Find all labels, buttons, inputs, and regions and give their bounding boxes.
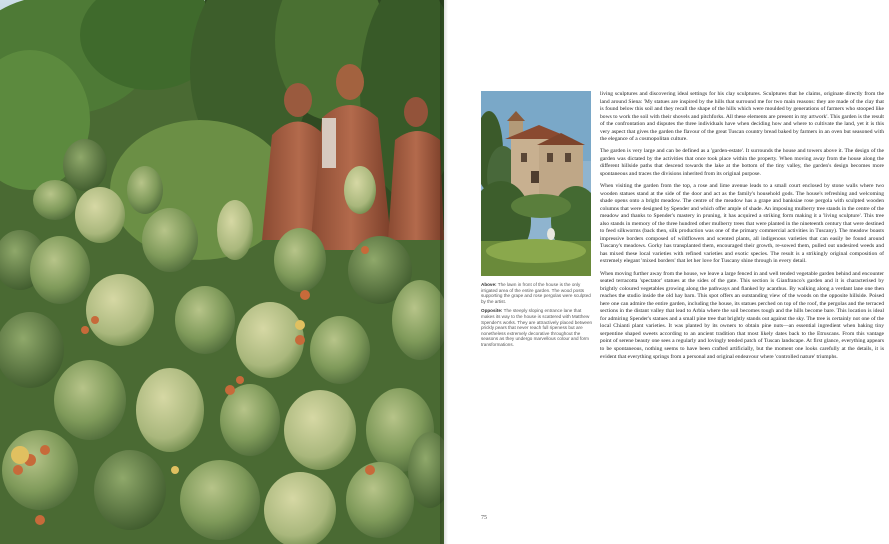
paragraph-4: When moving further away from the house, we leave a large fenced in and well tended vegetable garden behind and encounter seated terracotta 'spectator' statues at the sides of the gate. This section is Gianfranco's garden and it is characterised by brightly coloured vegetables growing along the pathways and flanked by acanthus. By walking along a verdant lane one then reaches the studio inside the old hay barn. This spot offers an outstanding view of the woods on the opposite hillside. Poised here one can admire the entire garden, including the house, its statues perched on top of the roof, the pergolas and the terraced sections in the distant valley that lead to Arbia where the soil becomes tough and the hills become bare. This location is ideal for admiring Spender's statues and a small pine tree that brightly stands out against the sky. The tree is certainly not one of the local Chianti plant varieties. It was planted by its owners to obtain pine nuts—an essential ingredient when baking tiny serpentine shaped sweets according to an ancient tradition that most likely dates back to the Etruscans. From this vantage point of serene beauty one sees a regularly and lovingly tended patch of Tuscan landscape. At first glance, everything appears to be spontaneous, nothing seems to have been crafted artificially, but the moment one looks carefully at the details, it is evident that everything springs from a personal and original endeavour where 'controlled nature' triumphs.	[600, 270, 884, 360]
house-bell-tower-photo	[481, 91, 591, 276]
page-number: 75	[481, 515, 487, 521]
paragraph-2: The garden is very large and can be defined as a 'garden-estate'. It surrounds the house and towers above it. The design of the garden was dictated by the activities that once took place within the property. When moving away from the house along the different hillside paths that descend towards the lake at the bottom of the tiny valley, the garden's design becomes more spontaneous and traces the divisions inherited from its original purpose.	[600, 148, 884, 177]
caption-opposite-text: The steeply sloping entrance lane that makes its way to the house is scattered with Matthew Spender's works. They are attractively placed between prickly pears that never reach full ripeness but are nonetheless extremely decorative throughout the seasons as they undergo marvellous colour and form transformations.	[481, 308, 593, 347]
paragraph-3: When visiting the garden from the top, a rose and lime avenue leads to a small court enclosed by stone walls where two wooden statues stand at the side of the door and act as the family's household gods. The house's refreshing and welcoming shade opens onto a bright meadow. The centre of the meadow has a grape and banksiae rose pergola with sculpted wooden columns that were designed by Spender and which offer ample of shade. An imposing mulberry tree stands in the centre of the meadow and thanks to Spender's mastery in pruning, it has acquired a striking form making it a 'living sculpture'. This tree also stands in memory of the three hundred other mulberry trees that were planted in the nineteenth century that were destined to feed silkworms (back then, silk production was one of the primary commercial activities in Tuscany). The meadow boasts impressive borders composed of wildflowers and scented plants, all indigenous varieties that can easily be found around Tuscany's meadows. Gorky has transplanted them, encouraged their growth, re-sowed them, pulled out undesired weeds and has mixed these local varieties with refined varieties and exotic species. The result is a strikingly original composition of extremely elegant 'mixed borders' that let her love for Tuscany shine through in every detail.	[600, 183, 884, 265]
caption-above	[481, 282, 593, 304]
left-page-photo	[0, 0, 444, 544]
cactus-sculpture-photo	[0, 0, 444, 544]
right-page	[444, 0, 889, 544]
photo-captions	[481, 282, 593, 352]
article-body	[600, 91, 884, 366]
caption-above-text: The lawn in front of the house is the only irrigated area of the entire garden. The wood posts supporting the grape and rose pergolas were sculpted by the artist.	[481, 282, 591, 304]
caption-opposite	[481, 308, 593, 347]
caption-opposite-label: Opposite:	[481, 308, 503, 314]
book-gutter	[440, 0, 448, 544]
paragraph-1: living sculptures and discovering ideal settings for his clay sculptures. Sculptures that he claims, originate directly from the land around Siena: 'My statues are inspired by the hills that surround me for two main reasons: they are made of the clay that is found below this soil and they recall the shape of the hills which were moulded by generations of farmers who stooped like bows to work the soil with their shovels and pitchforks. All these elements are present in my artwork'. This garden is the result of the confrontation and disputes the three individuals have when deciding how and where to cultivate the land, yet it is this very aspect that gives the garden the flavour of the great Tuscan country bread baked by farmers in an oven but seasoned with the elegance of a cosmopolitan culture.	[600, 91, 884, 143]
caption-above-label: Above:	[481, 282, 497, 287]
inset-house-photo	[481, 91, 591, 276]
